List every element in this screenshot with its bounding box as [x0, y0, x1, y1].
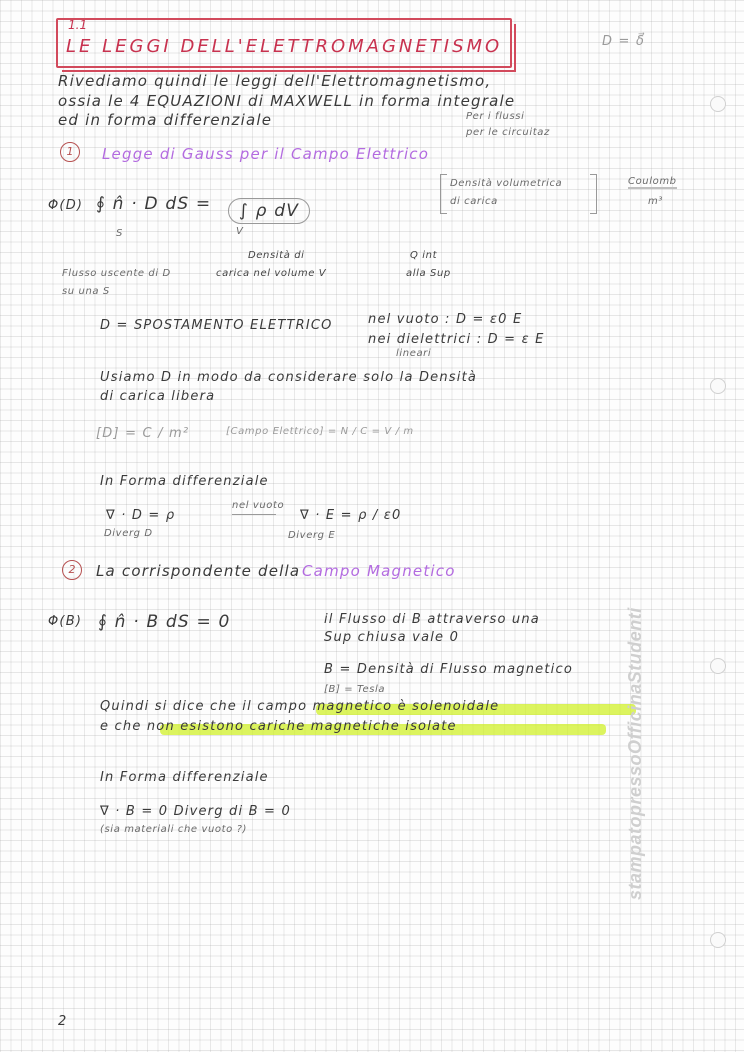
- intro-side-note-2: per le circuitaz: [466, 127, 550, 138]
- intro-side-note-1: Per i flussi: [466, 111, 525, 122]
- b-definition: B = Densità di Flusso magnetico: [324, 662, 573, 677]
- gauss-integral-right: ∫ ρ dV: [228, 198, 310, 224]
- diff-sub-d: Diverg D: [104, 528, 153, 539]
- flux-annotation-2: su una S: [62, 286, 110, 297]
- bracket-note-2: di carica: [450, 196, 498, 207]
- page-number: 2: [58, 1014, 68, 1029]
- diff-heading-2: In Forma differenziale: [100, 770, 269, 785]
- gauss-integral-left: ∮ n̂ · D dS =: [96, 194, 212, 214]
- intro-line-2: ossia le 4 EQUAZIONI di MAXWELL in forma integrale: [58, 92, 516, 110]
- diff-formula-e: ∇ · E = ρ / ε0: [300, 508, 402, 523]
- volume-subscript: V: [236, 226, 244, 237]
- flux-b-label: Φ(B): [48, 614, 83, 629]
- diff-heading-1: In Forma differenziale: [100, 474, 269, 489]
- qint-annotation-1: Q int: [410, 250, 438, 261]
- b-units: [B] = Tesla: [324, 684, 386, 695]
- flux-annotation-1: Flusso uscente di D: [62, 268, 171, 279]
- punch-hole: [710, 658, 726, 674]
- units-d: [D] = C / m²: [96, 426, 190, 441]
- bracket-left: [440, 174, 447, 214]
- usage-line-2: di carica libera: [100, 389, 216, 404]
- dielectric-case-2: lineari: [396, 348, 432, 359]
- bracket-note-1: Densità volumetrica: [450, 178, 563, 189]
- conclusion-line-1: Quindi si dice che il campo magnetico è solenoidale: [100, 699, 500, 714]
- corner-formula: D = δ⃗: [602, 34, 646, 49]
- section-2-badge: 2: [62, 560, 82, 580]
- punch-hole: [710, 96, 726, 112]
- density-annotation-1: Densità di: [248, 250, 305, 261]
- page-title: LE LEGGI DELL'ELETTROMAGNETISMO: [66, 36, 503, 57]
- section-1-badge: 1: [60, 142, 80, 162]
- intro-line-1: Rivediamo quindi le leggi dell'Elettromagnetismo,: [58, 72, 492, 90]
- diff-formula-b: ∇ · B = 0 Diverg di B = 0: [100, 804, 291, 819]
- watermark: stampatopressoOfficinaStudenti: [625, 607, 645, 900]
- diff-formula-d: ∇ · D = ρ: [106, 508, 176, 523]
- unit-numerator: Coulomb: [628, 176, 677, 187]
- punch-hole: [710, 932, 726, 948]
- density-annotation-2: carica nel volume V: [216, 268, 327, 279]
- flux-note-1: il Flusso di B attraverso una: [324, 612, 540, 627]
- intro-line-3: ed in forma differenziale: [58, 111, 273, 129]
- usage-line-1: Usiamo D in modo da considerare solo la Densità: [100, 370, 478, 385]
- flux-d-label: Φ(D): [48, 198, 84, 213]
- qint-annotation-2: alla Sup: [406, 268, 451, 279]
- units-e: [Campo Elettrico] = N / C = V / m: [226, 426, 414, 437]
- section-2-heading-prefix: La corrispondente della: [96, 562, 301, 580]
- diff-sub-e: Diverg E: [288, 530, 336, 541]
- diff-note: (sia materiali che vuoto ?): [100, 824, 248, 835]
- section-number: 1.1: [68, 18, 88, 32]
- vacuum-case: nel vuoto : D = ε0 E: [368, 312, 523, 327]
- conclusion-line-2: e che non esistono cariche magnetiche isolate: [100, 719, 457, 734]
- dielectric-case: nei dielettrici : D = ε E: [368, 332, 545, 347]
- diff-arrow-label: nel vuoto: [232, 500, 285, 511]
- diff-arrow: [232, 514, 276, 515]
- flux-note-2: Sup chiusa vale 0: [324, 630, 460, 645]
- section-2-heading-colored: Campo Magnetico: [302, 562, 456, 580]
- displacement-definition: D = SPOSTAMENTO ELETTRICO: [100, 318, 333, 333]
- section-1-heading: Legge di Gauss per il Campo Elettrico: [102, 145, 430, 163]
- surface-subscript: S: [116, 228, 123, 239]
- punch-hole: [710, 378, 726, 394]
- magnetic-gauss-formula: ∮ n̂ · B dS = 0: [98, 612, 231, 632]
- unit-denominator: m³: [648, 196, 663, 207]
- bracket-right: [590, 174, 597, 214]
